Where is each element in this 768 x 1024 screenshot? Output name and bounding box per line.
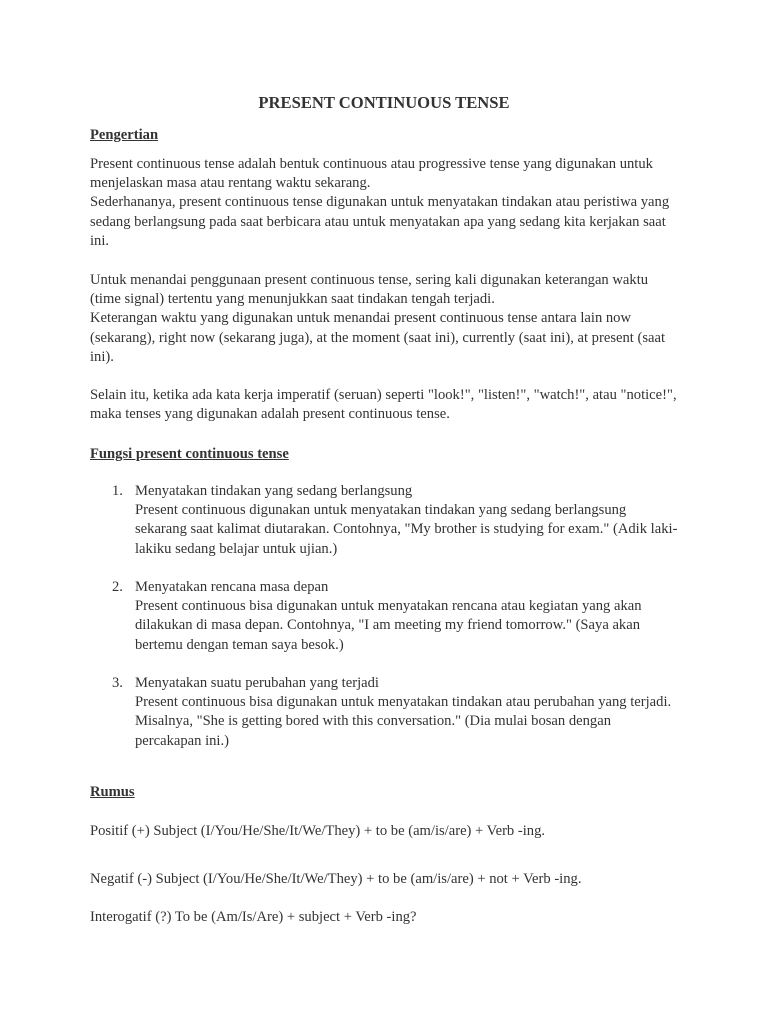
formula-positive: Positif (+) Subject (I/You/He/She/It/We/They) + to be (am/is/are) + Verb -ing. xyxy=(90,823,546,839)
formula-negative: Negatif (-) Subject (I/You/He/She/It/We/They) + to be (am/is/are) + not + Verb -ing. xyxy=(90,871,582,887)
paragraph-text: Untuk menandai penggunaan present continuous tense, sering kali digunakan keterangan waktu (time signal) tertentu yang menunjukkan saat tindakan tengah terjadi. xyxy=(90,272,649,308)
function-list xyxy=(90,482,680,770)
list-item-body: Present continuous digunakan untuk menyatakan tindakan yang sedang berlangsung sekarang saat kalimat diutarakan. Contohnya, "My brother is studying for exam." (Adik laki-lakiku sedang belajar untuk ujian.) xyxy=(135,502,678,557)
list-item xyxy=(90,578,680,655)
list-number: 2. xyxy=(112,579,123,595)
list-item-title: Menyatakan rencana masa depan xyxy=(135,579,329,595)
list-item-body: Present continuous bisa digunakan untuk menyatakan rencana atau kegiatan yang akan dilakukan di masa depan. Contohnya, "I am meeting my friend tomorrow." (Saya akan bertemu dengan teman saya besok.) xyxy=(135,598,642,653)
list-number: 1. xyxy=(112,483,123,499)
heading-fungsi: Fungsi present continuous tense xyxy=(90,446,289,462)
list-item xyxy=(90,674,680,751)
list-item-title: Menyatakan tindakan yang sedang berlangsung xyxy=(135,483,413,499)
paragraph-time-signal xyxy=(90,271,680,367)
list-item-title: Menyatakan suatu perubahan yang terjadi xyxy=(135,675,379,691)
formula-interrogative: Interogatif (?) To be (Am/Is/Are) + subject + Verb -ing? xyxy=(90,909,417,925)
heading-rumus: Rumus xyxy=(90,784,135,800)
list-item-body: Present continuous bisa digunakan untuk menyatakan tindakan atau perubahan yang terjadi. Misalnya, "She is getting bored with this conversation." (Dia mulai bosan dengan percakapan ini.) xyxy=(135,694,672,749)
paragraph-imperative xyxy=(90,386,680,424)
page-title: PRESENT CONTINUOUS TENSE xyxy=(258,93,510,112)
paragraph-definition xyxy=(90,155,680,251)
heading-pengertian: Pengertian xyxy=(90,127,159,143)
paragraph-text: Keterangan waktu yang digunakan untuk menandai present continuous tense antara lain now (sekarang), right now (sekarang juga), at the moment (saat ini), currently (saat ini), at present (saat ini). xyxy=(90,310,666,365)
list-number: 3. xyxy=(112,675,123,691)
paragraph-text: Selain itu, ketika ada kata kerja imperatif (seruan) seperti "look!", "listen!", "watch!", atau "notice!", maka tenses yang digunakan adalah present continuous tense. xyxy=(90,387,677,423)
paragraph-text: Sederhananya, present continuous tense digunakan untuk menyatakan tindakan atau peristiwa yang sedang berlangsung pada saat berbicara atau untuk menyatakan apa yang sedang kita kerjakan saat ini. xyxy=(90,194,670,249)
paragraph-text: Present continuous tense adalah bentuk continuous atau progressive tense yang digunakan untuk menjelaskan masa atau rentang waktu sekarang. xyxy=(90,156,653,192)
list-item xyxy=(90,482,680,559)
